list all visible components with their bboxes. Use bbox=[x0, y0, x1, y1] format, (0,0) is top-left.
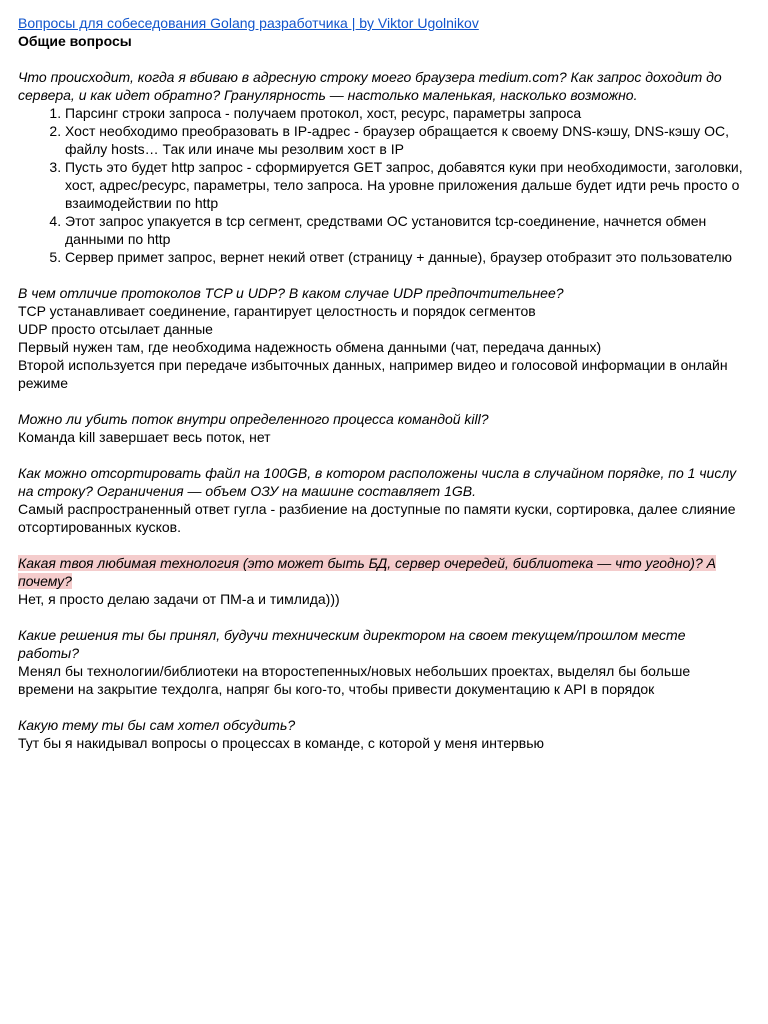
answer-5: Нет, я просто делаю задачи от ПМ-а и тимлида))) bbox=[18, 591, 340, 607]
question-2: В чем отличие протоколов TCP и UDP? В каком случае UDP предпочтительнее? bbox=[18, 285, 564, 301]
question-3: Можно ли убить поток внутри определенного процесса командой kill? bbox=[18, 411, 489, 427]
answer-2-line: Первый нужен там, где необходима надежность обмена данными (чат, передача данных) bbox=[18, 339, 602, 355]
section-heading: Общие вопросы bbox=[18, 33, 132, 49]
spacer bbox=[18, 608, 746, 626]
list-item: 4. Этот запрос упакуется в tcp сегмент, средствами ОС установится tcp-соединение, начнется обмен данными по http bbox=[65, 212, 746, 248]
question-5-highlighted bbox=[18, 554, 746, 590]
answer-2-line: UDP просто отсылает данные bbox=[18, 321, 213, 337]
answer-2-line: TCP устанавливает соединение, гарантирует целостность и порядок сегментов bbox=[18, 303, 536, 319]
list-item: 3. Пусть это будет http запрос - сформируется GET запрос, добавятся куки при необходимости, заголовки, хост, адрес/ресурс, параметры, тело запроса. На уровне приложения дальше будет идти речь просто о взаимодействии по http bbox=[65, 158, 746, 212]
answer-6: Менял бы технологии/библиотеки на второстепенных/новых небольших проектах, выделял бы больше времени на закрытие техдолга, напряг бы кого-то, чтобы привести документацию к API в порядок bbox=[18, 663, 691, 697]
spacer bbox=[18, 536, 746, 554]
highlight-mark: Какая твоя любимая технология (это может быть БД, сервер очередей, библиотека — что угодно)? А почему? bbox=[18, 555, 716, 589]
question-7: Какую тему ты бы сам хотел обсудить? bbox=[18, 717, 296, 733]
answer-4: Самый распространенный ответ гугла - разбиение на доступные по памяти куски, сортировка, далее слияние отсортированных кусков. bbox=[18, 501, 736, 535]
list-item: 2. Хост необходимо преобразовать в IP-адрес - браузер обращается к своему DNS-кэшу, DNS-кэшу ОС, файлу hosts… Так или иначе мы резолвим хост в IP bbox=[65, 122, 746, 158]
spacer bbox=[18, 50, 746, 68]
answer-7: Тут бы я накидывал вопросы о процессах в команде, с которой у меня интервью bbox=[18, 735, 545, 751]
question-1: Что происходит, когда я вбиваю в адресную строку моего браузера medium.com? Как запрос доходит до сервера, и как идет обратно? Гранулярность — настолько маленькая, насколько возможно. bbox=[18, 69, 722, 103]
question-6: Какие решения ты бы принял, будучи техническим директором на своем текущем/прошлом месте работы? bbox=[18, 627, 686, 661]
spacer bbox=[18, 392, 746, 410]
list-item: 5. Сервер примет запрос, вернет некий ответ (страницу + данные), браузер отобразит это пользователю bbox=[65, 248, 746, 266]
article-link[interactable]: Вопросы для собеседования Golang разработчика | by Viktor Ugolnikov bbox=[18, 15, 479, 31]
answer-2-line: Второй используется при передаче избыточных данных, например видео и голосовой информации в онлайн режиме bbox=[18, 357, 728, 391]
answer-1-list bbox=[18, 104, 746, 266]
answer-3: Команда kill завершает весь поток, нет bbox=[18, 429, 271, 445]
question-4: Как можно отсортировать файл на 100GB, в котором расположены числа в случайном порядке, по 1 числу на строку? Ограничения — объем ОЗУ на машине составляет 1GB. bbox=[18, 465, 737, 499]
spacer bbox=[18, 266, 746, 284]
list-item: 1. Парсинг строки запроса - получаем протокол, хост, ресурс, параметры запроса bbox=[65, 104, 746, 122]
spacer bbox=[18, 698, 746, 716]
spacer bbox=[18, 446, 746, 464]
